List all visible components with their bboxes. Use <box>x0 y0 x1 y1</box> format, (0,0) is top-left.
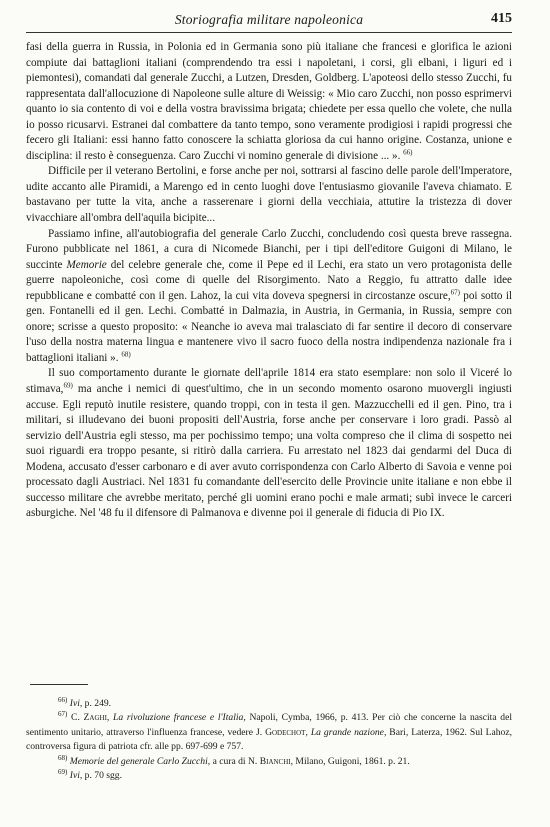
paragraph-2: Difficile per il veterano Bertolini, e forse anche per noi, sottrarsi al fascino delle parole dell'Imperatore, udite accanto alle Piramidi, a Marengo ed in cento luoghi dove l'entusiasmo giovanile l'aveva chiamato. E bastavano per tutte la vita, anche a rasserenare i giorni della vecchiaia, attutire la tristezza di dover vivacchiare all'ombra dell'aquila bicipite... <box>26 165 512 225</box>
footnote-separator <box>30 684 88 685</box>
running-title: Storiografia militare napoleonica <box>174 12 364 27</box>
body-text <box>26 40 512 522</box>
note-ref-67: 67) <box>450 288 460 297</box>
footnote-69: $^{69)}$ Ivi, p. 70 sgg. <box>58 767 122 782</box>
footnote-67: $^{67)}$ C. Zaghi, La rivoluzione francese e l'Italia, Napoli, Cymba, 1966, p. 413. Per ciò che concerne la nascita del sentimento unitario, attraverso l'influenza francese, vedere J. Godechot, La grande nazione, Bari, Laterza, 1962. Sul Lahoz, controversa figura di patriota cfr. alle pp. 697-699 e 757. <box>26 710 513 753</box>
note-ref-66: 66) <box>403 148 413 157</box>
footnotes <box>26 697 512 783</box>
note-ref-68: 68) <box>121 350 131 359</box>
paragraph-3: Passiamo infine, all'autobiografia del generale Carlo Zucchi, concludendo così questa breve rassegna. Furono pubblicate nel 1861, a cura di Nicomede Bianchi, per i tipi dell'editore Guigoni di Milano, le succinte Memorie del celebre generale che, come il Pepe ed il Lechi, era stato un vero protagonista delle guerre napoleoniche, così come di quelle del Risorgimento. Nato a Reggio, fu attratto dalle idee repubblicane e combatté con il gen. Lahoz, la cui vita doveva spegnersi in circostanze oscure,$^{67)}$ poi sotto il gen. Fontanelli ed il gen. Lechi. Combatté in Dalmazia, in Austria, in Germania, in Russia, sempre con onore; scrisse a questo proposito: « Neanche io aveva mai tralasciato di far sentire il decoro di conservare l'uso della nostra materna lingua e mantenere vivo il sacro fuoco della nostra indipendenza nazionale fra i battaglioni italiani ». $^{68)}$ <box>26 227 513 364</box>
page-header <box>26 10 512 33</box>
footnote-66: $^{66)}$ Ivi, p. 249. <box>58 695 112 709</box>
paragraph-1-text: fasi della guerra in Russia, in Polonia ed in Germania sono più italiane che francesi e glorifica le azioni compiute dai battaglioni italiani (comprendendo tra essi i napoletani, i corsi, gli elbani, i liguri ed i piemontesi), comandati dal generale Zucchi, a Lutzen, Dresden, Goldberg. L'apoteosi dello stesso Zucchi, fu rappresentata dall'allocuzione di Napoleone sulle alture di Weissig: « Mio caro Zucchi, non posso esprimervi quanto io sia contento di voi e della vostra bravissima brigata; chiedete per essa quello che volete, che nulla io posso ricusarvi. Estranei dal combattere da tanto tempo, sono veramente prodigiosi i rapidi progressi che fecero gli Italiani: essi hanno fatto conoscere la schiatta gloriosa da cui hanno origine. Costanza, unione e disciplina: il resto è conseguenza. Caro Zucchi vi nomino generale di divisione ... ». <box>26 41 512 162</box>
note-ref-69: 69) <box>63 381 73 390</box>
paragraph-4: Il suo comportamento durante le giornate dell'aprile 1814 era stato esemplare: non solo il Viceré lo stimava,$^{69)}$ ma anche i nemici di quest'ultimo, che in un secondo momento osarono muovergli ingiusti accuse. Egli reputò inutile resistere, quando troppi, con in testa il gen. Mazzucchelli ed il gen. Pino, tra i militari, si illudevano dei buoni propositi dell'Austria, forse anche per conservare i loro gradi. Passò al servizio dell'Austria egli stesso, ma per pochissimo tempo; una volta compreso che il clima di sospetto nei suoi riguardi era troppo pesante, si ritirò dalla carriera. Fu arrestato nel 1823 dai gendarmi del Duca di Modena, accusato d'esser carbonaro e di aver avuto corrispondenza con Carlo Alberto di Savoia e venne poi processato dagli Austriaci. Nel 1831 fu comandante dell'esercito delle Provincie unite italiane e non ebbe il successo militare che avrebbe meritato, perché gli uomini erano pochi e male armati; subì invece le carceri asburgiche. Nel '48 fu il difensore di Palmanova e divenne poi il generale di fiducia di Pio IX. <box>26 367 512 520</box>
page-number: 415 <box>491 11 512 26</box>
paragraph-1 <box>26 40 512 164</box>
footnote-68: $^{68)}$ Memorie del generale Carlo Zucchi, a cura di N. Bianchi, Milano, Guigoni, 1861. p. 21. <box>58 753 410 767</box>
memorie-title: Memorie <box>66 258 107 271</box>
